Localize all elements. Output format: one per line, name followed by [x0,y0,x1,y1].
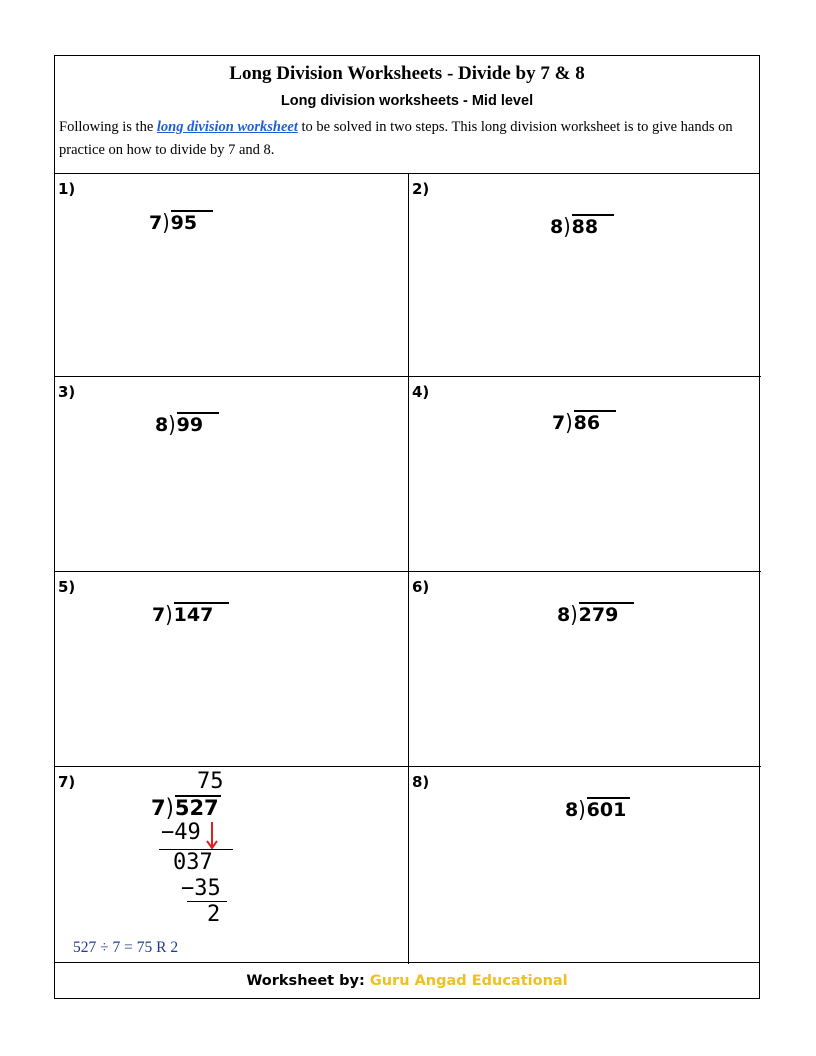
division-problem [550,214,614,239]
long-division-worksheet-link[interactable]: long division worksheet [156,119,298,135]
division-problem [151,795,221,820]
problem-number: 8) [412,773,430,791]
division-bracket-icon: ) [565,410,573,436]
problem-cell-3 [55,377,409,572]
division-bracket-icon: ) [570,602,578,628]
problem-number: 2) [412,180,430,198]
problem-number: 7) [58,773,76,791]
subtraction-step-1: −49 [161,820,201,845]
dividend: 86 [574,410,616,434]
page-title: Long Division Worksheets - Divide by 7 & 8 [229,63,585,84]
division-problem [565,797,630,822]
worksheet-header [55,56,759,174]
divisor: 7 [149,212,163,234]
answer-summary: 527 ÷ 7 = 75 R 2 [73,939,179,956]
divisor: 8 [565,799,579,821]
division-bracket-icon: ) [165,602,173,628]
problem-cell-1 [55,174,409,377]
description [59,116,753,162]
problem-cell-8 [409,767,761,964]
division-bracket-icon: ) [162,210,170,236]
problem-number: 6) [412,578,430,596]
divisor: 7 [151,796,166,820]
division-bracket-icon: ) [578,797,586,823]
problem-number: 5) [58,578,76,596]
problem-number: 1) [58,180,76,198]
problem-grid [55,174,759,964]
dividend: 88 [572,214,614,238]
dividend: 279 [579,602,635,626]
problem-cell-7 [55,767,409,964]
division-bracket-icon: ) [165,794,174,822]
dividend: 527 [174,796,219,820]
subtraction-step-2: −35 [181,876,221,901]
divisor: 7 [552,412,566,434]
worked-example [151,767,261,957]
problem-cell-5 [55,572,409,767]
dividend: 95 [171,210,213,234]
divisor: 8 [155,414,169,436]
footer-label: Worksheet by: [246,973,370,989]
division-bracket-icon: ) [168,412,176,438]
page-subtitle: Long division worksheets - Mid level [280,93,534,109]
divisor: 8 [557,604,571,626]
division-problem [155,412,219,437]
problem-number: 3) [58,383,76,401]
divisor: 7 [152,604,166,626]
dividend: 601 [587,797,631,821]
worksheet-footer [55,962,759,998]
problem-cell-2 [409,174,761,377]
description-intro: Following is the [59,119,157,135]
remainder-step-1: 037 [173,850,213,875]
problem-cell-4 [409,377,761,572]
division-problem [552,410,616,435]
quotient: 75 [197,769,224,794]
bring-down-arrow-icon [205,821,219,851]
remainder-step-2: 2 [207,902,221,927]
worksheet-sheet [54,55,760,999]
footer-brand: Guru Angad Educational [369,973,568,989]
description-rest: to be solved in two steps. This long division worksheet is to give hands on practice on how to divide by 7 and 8. [59,119,733,158]
dividend: 147 [174,602,230,626]
dividend: 99 [177,412,219,436]
problem-number: 4) [412,383,430,401]
division-problem [557,602,634,627]
divisor: 8 [550,216,564,238]
division-bracket-icon: ) [563,214,571,240]
division-problem [152,602,229,627]
problem-cell-6 [409,572,761,767]
division-problem [149,210,213,235]
